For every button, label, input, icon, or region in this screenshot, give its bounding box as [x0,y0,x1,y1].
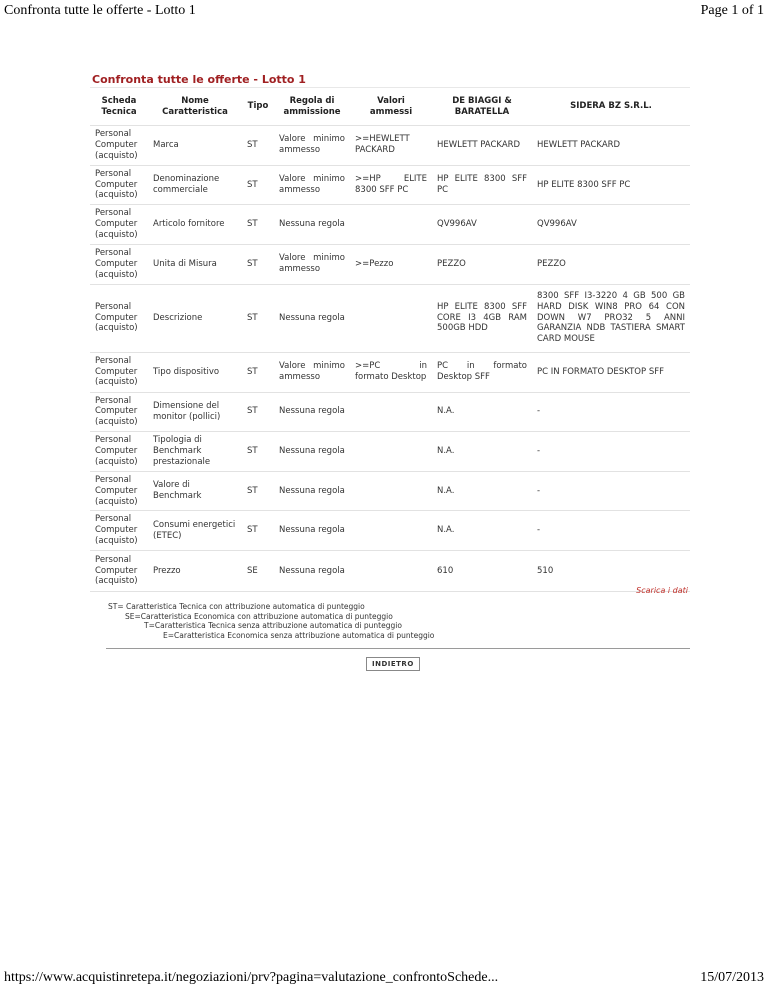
cell-valori [350,205,432,245]
cell-valori: >=HP ELITE 8300 SFF PC [350,165,432,205]
col-header-valori: Valori ammessi [350,88,432,126]
table-row [90,126,690,166]
cell-regola: Nessuna regola [274,551,350,592]
cell-tipo: SE [242,551,274,592]
cell-scheda: Personal Computer (acquisto) [90,284,148,352]
print-footer [0,970,768,990]
legend-item: E=Caratteristica Economica senza attribuzione automatica di punteggio [163,630,435,640]
cell-valori [350,511,432,551]
cell-regola: Nessuna regola [274,392,350,432]
cell-regola: Valore minimo ammesso [274,165,350,205]
download-data-link[interactable]: Scarica i dati [636,586,688,595]
cell-regola: Nessuna regola [274,432,350,472]
cell-caratteristica: Articolo fornitore [148,205,242,245]
cell-sidera: - [532,432,690,472]
cell-tipo: ST [242,244,274,284]
cell-valori [350,551,432,592]
table-header-row [90,88,690,126]
cell-de-biaggi: 610 [432,551,532,592]
cell-scheda: Personal Computer (acquisto) [90,511,148,551]
cell-scheda: Personal Computer (acquisto) [90,551,148,592]
legend [108,602,434,640]
table-row [90,165,690,205]
cell-caratteristica: Marca [148,126,242,166]
table-row [90,511,690,551]
cell-scheda: Personal Computer (acquisto) [90,205,148,245]
cell-valori [350,471,432,511]
cell-tipo: ST [242,511,274,551]
cell-sidera: PEZZO [532,244,690,284]
cell-de-biaggi: N.A. [432,392,532,432]
legend-item: SE=Caratteristica Economica con attribuzione automatica di punteggio [125,611,393,621]
cell-valori [350,392,432,432]
legend-item: ST= Caratteristica Tecnica con attribuzione automatica di punteggio [108,602,365,611]
cell-de-biaggi: N.A. [432,471,532,511]
cell-caratteristica: Unita di Misura [148,244,242,284]
table-row [90,205,690,245]
divider [106,648,690,649]
cell-tipo: ST [242,432,274,472]
cell-de-biaggi: PC in formato Desktop SFF [432,352,532,392]
cell-de-biaggi: HP ELITE 8300 SFF PC [432,165,532,205]
cell-de-biaggi: HEWLETT PACKARD [432,126,532,166]
cell-scheda: Personal Computer (acquisto) [90,471,148,511]
cell-sidera: - [532,471,690,511]
cell-scheda: Personal Computer (acquisto) [90,165,148,205]
col-header-tipo: Tipo [242,88,274,126]
cell-tipo: ST [242,205,274,245]
cell-sidera: - [532,392,690,432]
print-header-title: Confronta tutte le offerte - Lotto 1 [4,3,196,18]
col-header-regola: Regola di ammissione [274,88,350,126]
table-row [90,432,690,472]
cell-sidera: - [532,511,690,551]
cell-valori: >=PC in formato Desktop [350,352,432,392]
cell-tipo: ST [242,471,274,511]
cell-sidera: HP ELITE 8300 SFF PC [532,165,690,205]
cell-de-biaggi: N.A. [432,511,532,551]
col-header-de-biaggi: DE BIAGGI & BARATELLA [432,88,532,126]
print-header-page: Page 1 of 1 [700,3,764,18]
cell-de-biaggi: HP ELITE 8300 SFF CORE I3 4GB RAM 500GB HDD [432,284,532,352]
cell-tipo: ST [242,352,274,392]
cell-regola: Nessuna regola [274,284,350,352]
cell-caratteristica: Descrizione [148,284,242,352]
cell-tipo: ST [242,284,274,352]
cell-tipo: ST [242,392,274,432]
cell-sidera: QV996AV [532,205,690,245]
cell-regola: Nessuna regola [274,205,350,245]
print-header [0,0,768,22]
section-title: Confronta tutte le offerte - Lotto 1 [92,73,306,86]
print-footer-url: https://www.acquistinretepa.it/negoziazioni/prv?pagina=valutazione_confrontoSchede... [4,970,499,985]
table-row [90,551,690,592]
cell-de-biaggi: N.A. [432,432,532,472]
col-header-sidera: SIDERA BZ S.R.L. [532,88,690,126]
cell-sidera: PC IN FORMATO DESKTOP SFF [532,352,690,392]
cell-sidera: HEWLETT PACKARD [532,126,690,166]
table-row [90,471,690,511]
cell-scheda: Personal Computer (acquisto) [90,244,148,284]
col-header-nome-caratteristica: Nome Caratteristica [148,88,242,126]
comparison-table [90,87,690,592]
cell-valori [350,432,432,472]
print-footer-date: 15/07/2013 [700,970,764,985]
cell-caratteristica: Denominazione commerciale [148,165,242,205]
cell-regola: Valore minimo ammesso [274,244,350,284]
cell-sidera: 8300 SFF I3-3220 4 GB 500 GB HARD DISK WIN8 PRO 64 CON DOWN W7 PRO32 5 ANNI GARANZIA NDB TASTIERA SMART CARD MOUSE [532,284,690,352]
cell-valori: >=HEWLETT PACKARD [350,126,432,166]
table-row [90,284,690,352]
legend-item: T=Caratteristica Tecnica senza attribuzione automatica di punteggio [144,621,402,631]
table-row [90,352,690,392]
cell-scheda: Personal Computer (acquisto) [90,392,148,432]
col-header-scheda-tecnica: Scheda Tecnica [90,88,148,126]
cell-de-biaggi: PEZZO [432,244,532,284]
cell-regola: Valore minimo ammesso [274,352,350,392]
cell-caratteristica: Valore di Benchmark [148,471,242,511]
back-button[interactable]: INDIETRO [366,657,420,671]
cell-caratteristica: Consumi energetici (ETEC) [148,511,242,551]
cell-caratteristica: Tipologia di Benchmark prestazionale [148,432,242,472]
cell-valori: >=Pezzo [350,244,432,284]
cell-caratteristica: Tipo dispositivo [148,352,242,392]
table-row [90,244,690,284]
table-row [90,392,690,432]
cell-scheda: Personal Computer (acquisto) [90,126,148,166]
cell-scheda: Personal Computer (acquisto) [90,432,148,472]
cell-caratteristica: Dimensione del monitor (pollici) [148,392,242,432]
cell-tipo: ST [242,165,274,205]
cell-valori [350,284,432,352]
cell-regola: Nessuna regola [274,511,350,551]
cell-regola: Nessuna regola [274,471,350,511]
cell-caratteristica: Prezzo [148,551,242,592]
cell-regola: Valore minimo ammesso [274,126,350,166]
cell-de-biaggi: QV996AV [432,205,532,245]
cell-tipo: ST [242,126,274,166]
cell-scheda: Personal Computer (acquisto) [90,352,148,392]
cell-sidera: 510 [532,551,690,592]
